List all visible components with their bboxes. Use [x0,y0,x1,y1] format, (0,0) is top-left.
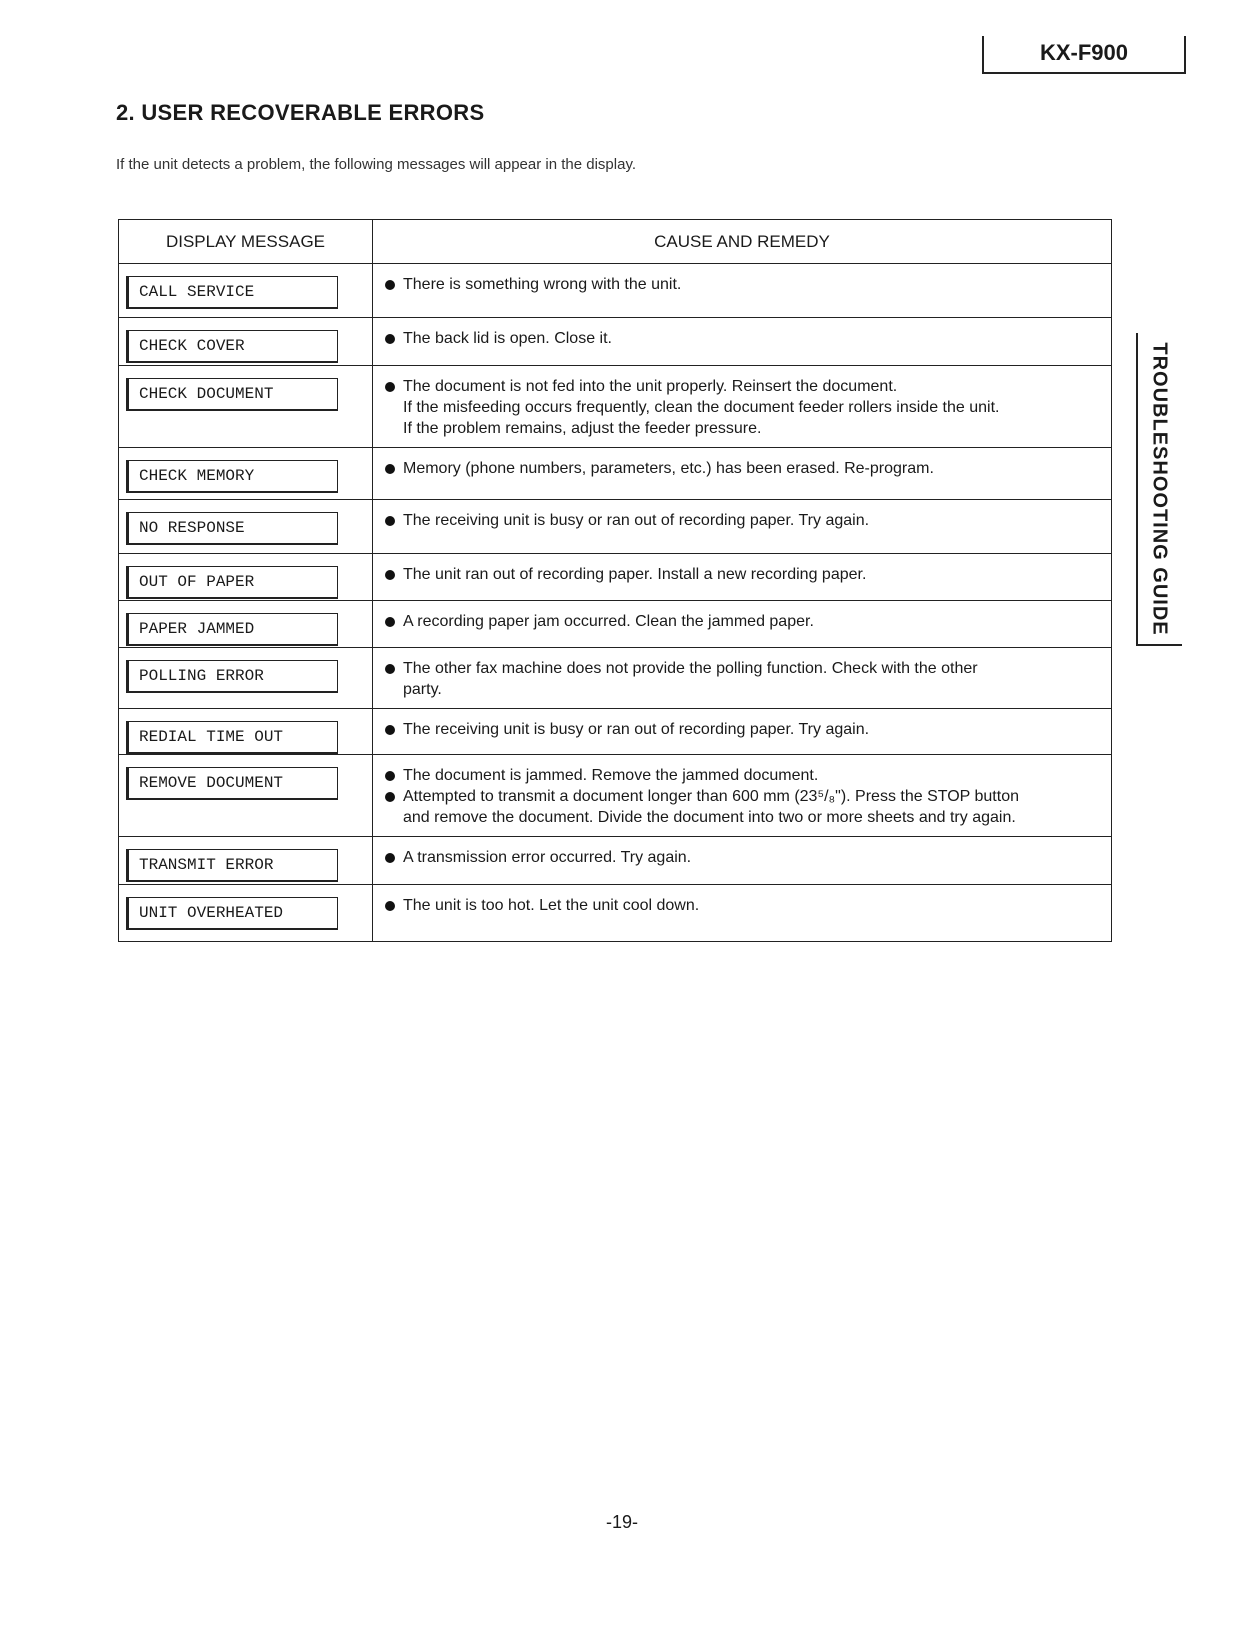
lcd-message: TRANSMIT ERROR [126,849,338,882]
header-cause-remedy: CAUSE AND REMEDY [373,220,1112,264]
remedy-text: If the problem remains, adjust the feeder pressure. [403,420,762,437]
remedy-line [385,847,1099,868]
remedy-cell [373,709,1112,755]
remedy-text: The receiving unit is busy or ran out of recording paper. Try again. [403,721,870,738]
table-header-row [119,220,1112,264]
table-row [119,366,1112,448]
remedy-line [385,786,1099,807]
display-message-cell [119,885,373,942]
remedy-line [385,274,1099,295]
remedy-line [385,564,1099,585]
bullet-icon [385,617,395,627]
table-row [119,318,1112,366]
remedy-cell [373,837,1112,885]
table-row [119,837,1112,885]
table-row [119,601,1112,648]
remedy-text: party. [403,681,442,698]
lcd-message: PAPER JAMMED [126,613,338,646]
display-message-cell [119,554,373,601]
bullet-icon [385,570,395,580]
remedy-line [385,397,1099,418]
display-message-cell [119,648,373,709]
lcd-message: REMOVE DOCUMENT [126,767,338,800]
remedy-text: The document is not fed into the unit properly. Reinsert the document. [403,378,898,395]
remedy-line [385,418,1099,439]
remedy-text: If the misfeeding occurs frequently, clean the document feeder rollers inside the unit. [403,399,1000,416]
bullet-icon [385,334,395,344]
display-message-cell [119,366,373,448]
display-message-cell [119,709,373,755]
remedy-text: The back lid is open. Close it. [403,330,612,347]
bullet-icon [385,516,395,526]
table-row [119,448,1112,500]
bullet-icon [385,280,395,290]
section-intro: If the unit detects a problem, the following messages will appear in the display. [116,156,637,173]
display-message-cell [119,318,373,366]
display-message-cell [119,601,373,648]
remedy-text: The unit ran out of recording paper. Install a new recording paper. [403,566,867,583]
remedy-text: A recording paper jam occurred. Clean the jammed paper. [403,613,814,630]
lcd-message: NO RESPONSE [126,512,338,545]
lcd-message: UNIT OVERHEATED [126,897,338,930]
table-row [119,885,1112,942]
remedy-line [385,658,1099,679]
lcd-message: CHECK DOCUMENT [126,378,338,411]
lcd-message: OUT OF PAPER [126,566,338,599]
remedy-cell [373,318,1112,366]
remedy-line [385,458,1099,479]
remedy-line [385,895,1099,916]
lcd-message: CHECK MEMORY [126,460,338,493]
remedy-text: The document is jammed. Remove the jammed document. [403,767,819,784]
side-tab-label: TROUBLESHOOTING GUIDE [1148,342,1171,636]
bullet-icon [385,853,395,863]
remedy-text: Memory (phone numbers, parameters, etc.) has been erased. Re-program. [403,460,934,477]
remedy-line [385,765,1099,786]
remedy-text: There is something wrong with the unit. [403,276,682,293]
remedy-cell [373,500,1112,554]
display-message-cell [119,500,373,554]
lcd-message: REDIAL TIME OUT [126,721,338,754]
remedy-text: The unit is too hot. Let the unit cool down. [403,897,700,914]
lcd-message: CHECK COVER [126,330,338,363]
table-row [119,500,1112,554]
remedy-text: A transmission error occurred. Try again. [403,849,692,866]
remedy-cell [373,554,1112,601]
remedy-cell [373,885,1112,942]
remedy-cell [373,264,1112,318]
error-table [118,219,1112,942]
model-number: KX-F900 [982,36,1186,74]
section-title: 2. USER RECOVERABLE ERRORS [116,100,485,125]
remedy-line [385,328,1099,349]
remedy-text: and remove the document. Divide the document into two or more sheets and try again. [403,809,1016,826]
remedy-cell [373,755,1112,837]
bullet-icon [385,464,395,474]
bullet-icon [385,901,395,911]
display-message-cell [119,448,373,500]
remedy-cell [373,601,1112,648]
table-row [119,648,1112,709]
remedy-cell [373,648,1112,709]
table-row [119,709,1112,755]
remedy-text: The other fax machine does not provide the polling function. Check with the other [403,660,978,677]
bullet-icon [385,725,395,735]
header-display-message: DISPLAY MESSAGE [119,220,373,264]
remedy-text: Attempted to transmit a document longer than 600 mm (23⁵/₈"). Press the STOP button [403,788,1019,805]
display-message-cell [119,755,373,837]
remedy-text: The receiving unit is busy or ran out of recording paper. Try again. [403,512,870,529]
remedy-cell [373,448,1112,500]
remedy-line [385,376,1099,397]
bullet-icon [385,664,395,674]
remedy-line [385,611,1099,632]
table-row [119,264,1112,318]
remedy-line [385,679,1099,700]
remedy-line [385,807,1099,828]
display-message-cell [119,837,373,885]
bullet-icon [385,771,395,781]
table-row [119,554,1112,601]
remedy-cell [373,366,1112,448]
page-number: -19- [605,1512,638,1532]
bullet-icon [385,382,395,392]
lcd-message: POLLING ERROR [126,660,338,693]
remedy-line [385,719,1099,740]
lcd-message: CALL SERVICE [126,276,338,309]
table-row [119,755,1112,837]
bullet-icon [385,792,395,802]
remedy-line [385,510,1099,531]
display-message-cell [119,264,373,318]
